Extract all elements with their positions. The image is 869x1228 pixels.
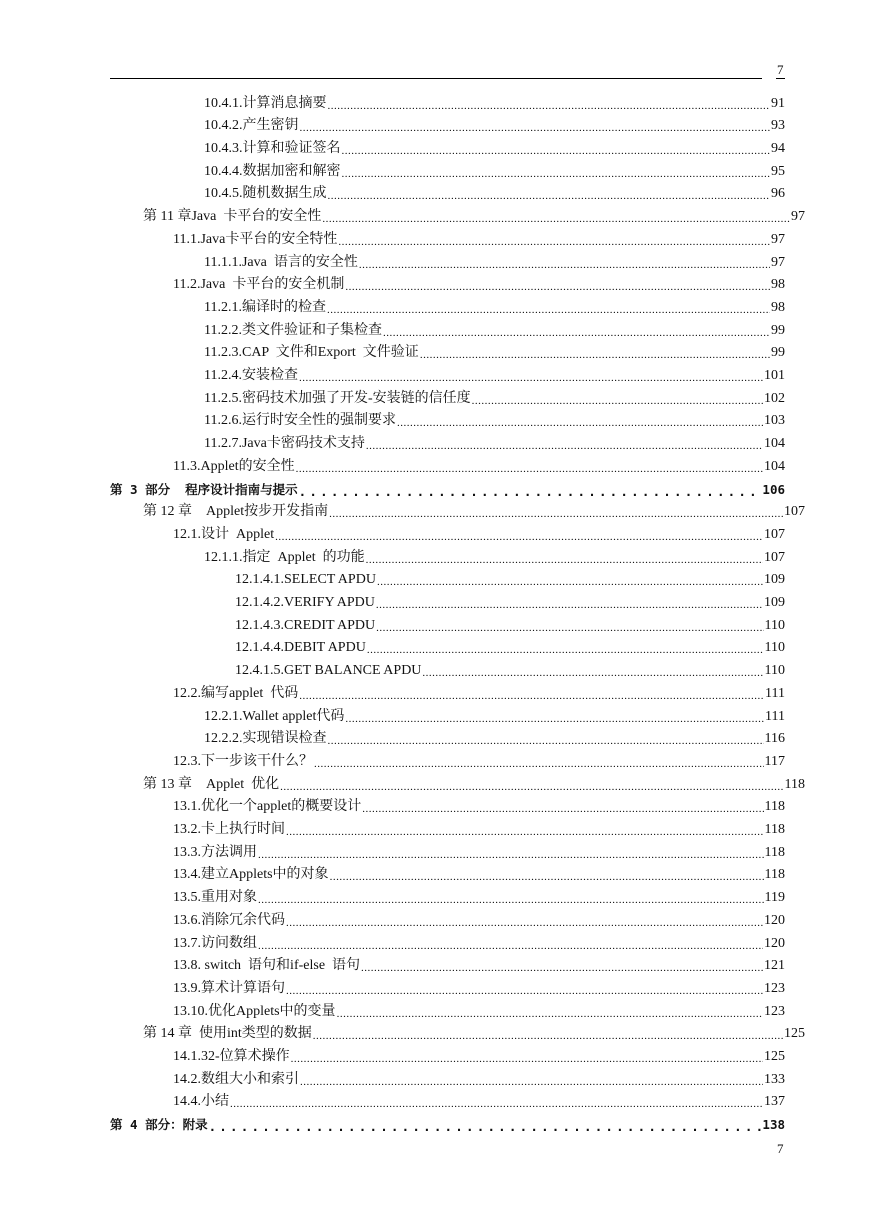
toc-dot-leader [366,439,763,453]
toc-entry-page-number: 137 [764,1094,785,1110]
toc-entry-page-number: 106 [762,481,785,497]
toc-entry-page-number: 98 [771,299,785,315]
toc-section-entry[interactable] [173,816,785,839]
toc-dot-leader [300,121,771,135]
toc-dot-leader [397,416,763,430]
toc-dot-leader [345,280,770,294]
toc-section-entry[interactable] [173,453,785,476]
toc-entry-label: 12.1.设计 Applet [173,526,275,542]
toc-entry-label: 12.1.4.4.DEBIT APDU [235,640,366,656]
toc-entry-label: 11.2.6.运行时安全性的强制要求 [204,413,396,429]
toc-section-entry[interactable] [173,862,785,885]
toc-entry-page-number: 120 [764,912,785,928]
toc-entry-label: 10.4.2.产生密钥 [204,118,299,134]
toc-entry-label: 12.1.4.1.SELECT APDU [235,572,376,588]
toc-entry-page-number: 110 [764,617,785,633]
toc-entry-page-number: 98 [771,277,785,293]
toc-entry-page-number: 99 [771,345,785,361]
toc-entry-label: 11.2.7.Java卡密码技术支持 [204,436,365,452]
toc-entry-label: 12.2.编写applet 代码 [173,685,299,701]
toc-entry-label: 12.2.1.Wallet applet代码 [204,708,345,724]
toc-section-entry[interactable] [173,748,785,771]
toc-dot-leader [299,689,764,703]
header-page-number: 7 [777,62,784,77]
toc-chapter-entry[interactable] [143,499,805,522]
toc-section-entry[interactable] [204,362,785,385]
toc-dot-leader [367,643,764,657]
toc-entry-label: 第 14 章 使用int类型的数据 [143,1026,312,1042]
toc-chapter-entry[interactable] [143,1021,805,1044]
toc-entry-page-number: 109 [764,572,785,588]
toc-dot-leader [420,348,770,362]
toc-dot-leader [313,1029,783,1043]
toc-entry-page-number: 117 [764,753,785,769]
toc-entry-label: 第 4 部分：附录 [110,1117,208,1133]
toc-section-entry[interactable] [204,385,785,408]
toc-section-entry[interactable] [173,1089,785,1112]
toc-entry-label: 第 11 章Java 卡平台的安全性 [143,209,322,225]
toc-entry-page-number: 111 [765,685,785,701]
toc-section-entry[interactable] [173,1043,785,1066]
toc-dot-leader [337,1007,763,1021]
toc-dot-leader [328,734,764,748]
toc-dot-leader [342,144,771,158]
toc-entry-page-number: 138 [762,1117,785,1133]
toc-section-entry[interactable] [173,272,785,295]
toc-dot-leader [366,553,763,567]
toc-section-entry[interactable] [204,408,785,431]
toc-section-entry[interactable] [173,226,785,249]
toc-entry-label: 13.8. switch 语句和if-else 语句 [173,958,361,974]
toc-dot-leader [299,485,762,499]
toc-dot-leader [376,598,763,612]
toc-section-entry[interactable] [204,90,785,113]
toc-entry-label: 11.2.1.编译时的检查 [204,299,326,315]
toc-part-entry[interactable] [110,1112,785,1135]
toc-section-entry[interactable] [173,521,785,544]
toc-entry-label: 11.2.3.CAP 文件和Export 文件验证 [204,345,419,361]
toc-entry-label: 12.2.2.实现错误检查 [204,731,327,747]
toc-entry-page-number: 93 [771,118,785,134]
toc-entry-label: 13.4.建立Applets中的对象 [173,867,329,883]
toc-section-entry[interactable] [173,907,785,930]
toc-section-entry[interactable] [173,975,785,998]
toc-entry-label: 14.4.小结 [173,1094,229,1110]
toc-dot-leader [376,621,763,635]
toc-entry-label: 13.1.优化一个applet的概要设计 [173,799,362,815]
toc-entry-page-number: 121 [764,958,785,974]
toc-dot-leader [209,1120,762,1134]
toc-entry-page-number: 104 [764,458,785,474]
toc-section-entry[interactable] [173,839,785,862]
toc-entry-label: 12.1.4.2.VERIFY APDU [235,595,375,611]
toc-dot-leader [338,235,770,249]
toc-entry-label: 12.1.1.指定 Applet 的功能 [204,549,365,565]
toc-entry-page-number: 118 [764,844,785,860]
toc-section-entry[interactable] [173,953,785,976]
toc-dot-leader [342,167,771,181]
toc-entry-page-number: 123 [764,1003,785,1019]
toc-dot-leader [359,258,770,272]
toc-entry-page-number: 96 [771,186,785,202]
toc-section-entry[interactable] [204,317,785,340]
toc-chapter-entry[interactable] [143,204,805,227]
toc-entry-page-number: 103 [764,413,785,429]
toc-entry-page-number: 99 [771,322,785,338]
toc-dot-leader [300,1075,763,1089]
toc-entry-page-number: 97 [791,209,805,225]
toc-entry-label: 第 12 章 Applet按步开发指南 [143,504,329,520]
toc-dot-leader [362,802,763,816]
toc-entry-label: 13.2.卡上执行时间 [173,822,285,838]
toc-entry-page-number: 104 [764,436,785,452]
toc-section-entry[interactable] [235,567,785,590]
toc-dot-leader [286,825,764,839]
toc-entry-page-number: 107 [784,504,805,520]
toc-section-entry[interactable] [173,794,785,817]
toc-dot-leader [322,212,790,226]
toc-entry-page-number: 120 [764,935,785,951]
toc-entry-label: 11.1.Java卡平台的安全特性 [173,231,338,247]
toc-entry-label: 13.6.消除冗余代码 [173,912,285,928]
toc-dot-leader [258,893,764,907]
toc-entry-label: 11.2.2.类文件验证和子集检查 [204,322,382,338]
toc-entry-label: 11.2.Java 卡平台的安全机制 [173,277,345,293]
toc-section-entry[interactable] [173,885,785,908]
toc-entry-label: 11.2.5.密码技术加强了开发-安装链的信任度 [204,390,471,406]
toc-entry-label: 11.2.4.安装检查 [204,368,298,384]
toc-entry-page-number: 116 [764,731,785,747]
toc-entry-page-number: 95 [771,163,785,179]
toc-dot-leader [361,961,763,975]
toc-section-entry[interactable] [173,680,785,703]
toc-entry-page-number: 125 [764,1049,785,1065]
toc-dot-leader [345,712,764,726]
toc-section-entry[interactable] [235,589,785,612]
toc-dot-leader [314,757,764,771]
toc-entry-label: 13.3.方法调用 [173,844,257,860]
toc-entry-page-number: 123 [764,980,785,996]
toc-entry-page-number: 109 [764,595,785,611]
toc-section-entry[interactable] [173,998,785,1021]
toc-dot-leader [377,575,763,589]
toc-entry-label: 10.4.5.随机数据生成 [204,186,327,202]
toc-entry-label: 10.4.1.计算消息摘要 [204,95,327,111]
toc-entry-label: 10.4.3.计算和验证签名 [204,141,341,157]
toc-entry-page-number: 107 [764,526,785,542]
toc-dot-leader [472,394,763,408]
toc-dot-leader [299,371,763,385]
toc-section-entry[interactable] [204,726,785,749]
toc-dot-leader [230,1097,763,1111]
toc-section-entry[interactable] [204,431,785,454]
toc-dot-leader [328,99,771,113]
toc-entry-label: 12.4.1.5.GET BALANCE APDU [235,663,422,679]
toc-dot-leader [286,984,763,998]
toc-dot-leader [330,870,764,884]
toc-entry-label: 13.10.优化Applets中的变量 [173,1003,336,1019]
toc-dot-leader [383,326,770,340]
toc-section-entry[interactable] [204,113,785,136]
toc-section-entry[interactable] [235,658,785,681]
toc-dot-leader [275,530,763,544]
header-rule [110,78,762,79]
toc-section-entry[interactable] [235,612,785,635]
toc-chapter-entry[interactable] [143,771,805,794]
toc-section-entry[interactable] [204,181,785,204]
toc-entry-page-number: 118 [784,776,805,792]
toc-section-entry[interactable] [204,135,785,158]
toc-entry-label: 12.1.4.3.CREDIT APDU [235,617,376,633]
toc-part-entry[interactable] [110,476,785,499]
toc-section-entry[interactable] [173,1066,785,1089]
toc-dot-leader [329,507,783,521]
toc-entry-page-number: 119 [764,890,785,906]
toc-section-entry[interactable] [173,930,785,953]
toc-entry-page-number: 101 [764,368,785,384]
toc-entry-page-number: 110 [764,663,785,679]
toc-dot-leader [286,916,763,930]
toc-entry-label: 13.9.算术计算语句 [173,980,285,996]
toc-entry-label: 14.1.32-位算术操作 [173,1049,290,1065]
toc-entry-label: 第 13 章 Applet 优化 [143,776,280,792]
toc-entry-page-number: 102 [764,390,785,406]
toc-dot-leader [327,303,770,317]
toc-entry-page-number: 111 [765,708,785,724]
toc-entry-label: 13.7.访问数组 [173,935,257,951]
toc-dot-leader [296,462,763,476]
toc-entry-page-number: 110 [764,640,785,656]
toc-entry-page-number: 125 [784,1026,805,1042]
toc-section-entry[interactable] [235,635,785,658]
toc-entry-page-number: 97 [771,254,785,270]
toc-entry-label: 12.3.下一步该干什么？ [173,753,313,769]
toc-entry-page-number: 94 [771,141,785,157]
toc-section-entry[interactable] [204,294,785,317]
toc-entry-page-number: 118 [764,867,785,883]
toc-entry-page-number: 97 [771,231,785,247]
footer-page-number: 7 [777,1141,784,1156]
toc-section-entry[interactable] [204,703,785,726]
toc-entry-label: 第 3 部分 程序设计指南与提示 [110,481,298,497]
toc-entry-label: 13.5.重用对象 [173,890,257,906]
toc-section-entry[interactable] [204,158,785,181]
toc-entry-label: 11.3.Applet的安全性 [173,458,295,474]
toc-dot-leader [258,848,764,862]
toc-dot-leader [291,1052,763,1066]
toc-dot-leader [328,189,771,203]
toc-section-entry[interactable] [204,249,785,272]
toc-entry-page-number: 118 [764,822,785,838]
toc-entry-label: 10.4.4.数据加密和解密 [204,163,341,179]
toc-section-entry[interactable] [204,544,785,567]
toc-entry-page-number: 107 [764,549,785,565]
toc-entry-page-number: 91 [771,95,785,111]
toc-section-entry[interactable] [204,340,785,363]
toc-entry-page-number: 118 [764,799,785,815]
toc-entry-page-number: 133 [764,1071,785,1087]
toc-dot-leader [422,666,763,680]
toc-entry-label: 14.2.数组大小和索引 [173,1071,299,1087]
toc-dot-leader [280,780,783,794]
toc-entry-label: 11.1.1.Java 语言的安全性 [204,254,358,270]
toc-dot-leader [258,939,763,953]
